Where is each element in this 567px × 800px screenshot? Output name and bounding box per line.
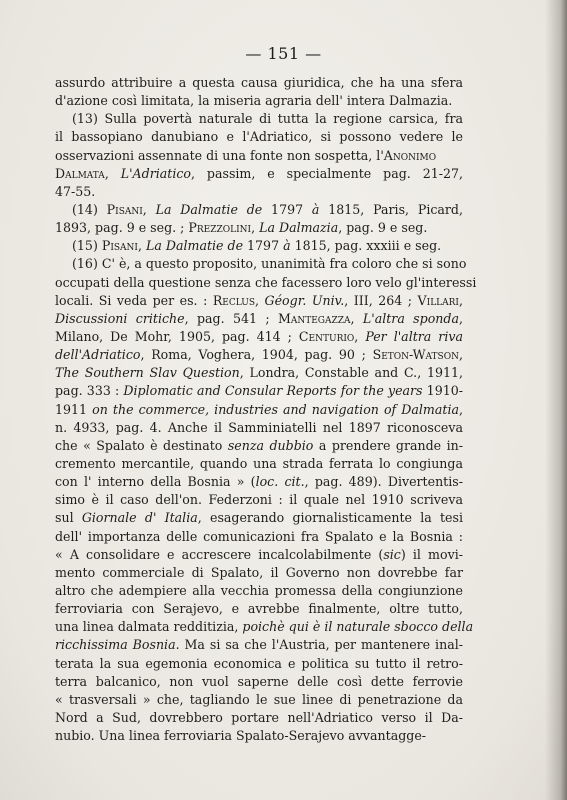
text-run: mento commerciale di Spalato, il Governo non dovrebbe far (55, 564, 463, 580)
text-line (55, 292, 463, 310)
text-run: pag. 333 : (55, 383, 124, 399)
text-line (55, 165, 463, 183)
text-line (55, 255, 467, 273)
text-run: 1911 (55, 401, 93, 417)
text-run: locali. Si veda per es. : (55, 292, 213, 308)
text-run: (14) (72, 201, 107, 217)
text-line (55, 600, 463, 618)
text-line (55, 618, 474, 636)
text-run: che « Spalato è destinato (55, 437, 228, 453)
text-line (55, 509, 463, 527)
text-run: « A consolidare e accrescere incalcolabilmente ( (55, 546, 384, 562)
text-line (55, 491, 463, 509)
italic-text: La Dalmatie de (155, 201, 263, 217)
text-run: « trasversali » che, tagliando le sue linee di penetrazione da (55, 691, 463, 707)
text-run: terata la sua egemonia economica e politica su tutto il retro- (55, 655, 463, 671)
text-line (55, 582, 463, 600)
text-run: , (104, 165, 121, 181)
text-run: 1797 (262, 201, 312, 217)
text-run: , (458, 347, 463, 363)
text-line (55, 564, 463, 582)
text-run: 1893, pag. 9 e seg. ; (55, 220, 189, 236)
author-name: Pisani (101, 238, 138, 254)
text-run: con l' interno della Bosnia » ( (55, 474, 256, 490)
author-name: Villari (417, 292, 459, 308)
text-run: il bassopiano danubiano e l'Adriatico, si possono vedere le (55, 129, 463, 145)
author-name: Anonimo (383, 147, 437, 163)
text-line (55, 473, 463, 491)
italic-text: on the commerce, industries and navigation of Dalmatia (92, 401, 459, 417)
italic-text: sic (383, 546, 401, 562)
footnotes-text (55, 74, 477, 745)
text-run: , (255, 292, 265, 308)
text-run: Nord a Sud, dovrebbero portare nell'Adriatico verso il Da- (55, 709, 463, 725)
text-line (55, 310, 463, 328)
text-run: assurdo attribuire a questa causa giuridica, che ha una sfera (55, 75, 463, 90)
author-name: Mantegazza (277, 310, 351, 326)
text-run: 1797 (243, 238, 284, 254)
author-name: Prezzolini (188, 220, 252, 236)
italic-text: Discussioni critiche (55, 310, 185, 326)
italic-text: The Southern Slav Question (55, 365, 240, 381)
text-run: 1815, pag. xxxiii e seg. (290, 238, 442, 254)
text-line (55, 546, 463, 564)
text-line (55, 219, 463, 237)
text-run: osservazioni assennate di una fonte non sospetta, l' (55, 147, 384, 163)
text-run: , (458, 310, 463, 326)
text-line (55, 364, 463, 382)
author-name: Seton-Watson (372, 347, 459, 363)
italic-text: à (283, 238, 291, 254)
author-name: Reclus (212, 292, 256, 308)
text-line (55, 528, 463, 546)
text-line (55, 128, 463, 146)
italic-text: Giornale d' Italia (81, 510, 198, 526)
text-run: , (458, 292, 463, 308)
text-line (55, 709, 463, 727)
text-run: (13) Sulla povertà naturale di tutta la regione carsica, fra (72, 111, 463, 127)
text-line (55, 691, 463, 709)
italic-text: La Dalmatie de (146, 238, 244, 254)
page-number: — 151 — (245, 44, 322, 63)
text-run: simo è il caso dell'on. Federzoni : il quale nel 1910 scriveva (55, 492, 463, 508)
text-line (55, 727, 463, 745)
text-line (55, 183, 463, 201)
text-run: una linea dalmata redditizia, (55, 619, 243, 635)
text-run: dell' importanza delle comunicazioni fra Spalato e la Bosnia : (55, 528, 463, 544)
text-run: occupati della questione senza che facessero loro velo gl'interessi (55, 274, 477, 290)
text-run: , (142, 201, 156, 217)
text-run: (15) (72, 238, 102, 254)
text-run: , pag. 541 ; (184, 310, 278, 326)
italic-text: Diplomatic and Consular Reports for the years (123, 383, 423, 399)
italic-text: ricchissima Bosnia (55, 637, 176, 653)
text-run: , (458, 401, 463, 417)
text-line (55, 74, 463, 92)
text-run: d'azione così limitata, la miseria agraria dell' intera Dalmazia. (55, 93, 453, 109)
text-run: , (354, 328, 366, 344)
text-run: , Londra, Constable and C., 1911, (239, 365, 464, 381)
italic-text: L'altra sponda (362, 310, 459, 326)
text-run: ) il movi- (400, 546, 463, 562)
italic-text: dell'Adriatico (55, 347, 141, 363)
text-line (55, 110, 463, 128)
author-name: Dalmata (55, 165, 105, 181)
text-line (55, 346, 463, 364)
text-run: terra balcanico, non vuol saperne delle così dette ferrovie (55, 673, 463, 689)
text-line (55, 382, 463, 400)
text-run: 1815, Paris, Picard, (319, 201, 463, 217)
text-line (55, 328, 463, 346)
text-line (55, 401, 463, 419)
text-run: , passim, e specialmente pag. 21-27, (191, 165, 464, 181)
text-run: , III, 264 ; (344, 292, 418, 308)
author-name: Centurio (298, 328, 355, 344)
text-run: , (251, 220, 260, 236)
text-line (55, 274, 477, 292)
text-line (55, 655, 463, 673)
text-line (55, 147, 463, 165)
text-run: sul (55, 510, 82, 526)
italic-text: à (311, 201, 320, 217)
italic-text: L'Adriatico (120, 165, 191, 181)
text-run: , Roma, Voghera, 1904, pag. 90 ; (140, 347, 373, 363)
text-run: n. 4933, pag. 4. Anche il Samminiatelli nel 1897 riconosceva (55, 419, 463, 435)
text-run: cremento mercantile, quando una strada ferrata lo congiunga (55, 455, 463, 471)
text-run: ferroviaria con Serajevo, e avrebbe finalmente, oltre tutto, (55, 601, 463, 617)
text-run: , pag. 489). Divertentis- (304, 474, 463, 490)
text-line (55, 437, 463, 455)
text-run: , pag. 9 e seg. (338, 220, 428, 236)
text-line (55, 237, 463, 255)
text-run: nubio. Una linea ferroviaria Spalato-Serajevo avvantagge- (55, 728, 427, 744)
text-run: , esagerando giornalisticamente la tesi (197, 510, 463, 526)
text-line (55, 201, 463, 219)
author-name: Pisani (106, 201, 143, 217)
text-run: . Ma si sa che l'Austria, per mantenere inal- (175, 637, 463, 653)
italic-text: La Dalmazia (259, 220, 339, 236)
text-run: , (350, 310, 363, 326)
italic-text: Géogr. Univ. (264, 292, 345, 308)
italic-text: loc. cit. (255, 474, 305, 490)
italic-text: poichè qui è il naturale sbocco della (242, 619, 474, 635)
italic-text: senza dubbio (227, 437, 314, 453)
text-line (55, 636, 463, 654)
text-line (55, 455, 463, 473)
text-line (55, 419, 463, 437)
text-run: , (137, 238, 146, 254)
text-line (55, 92, 463, 110)
text-run: 1910- (422, 383, 463, 399)
italic-text: Per l'altra riva (365, 328, 463, 344)
text-run: altro che adempiere alla vecchia promessa della congiunzione (55, 582, 463, 598)
text-line (55, 673, 463, 691)
text-run: 47-55. (55, 183, 96, 199)
page-edge-shadow (545, 0, 567, 800)
text-run: (16) C' è, a questo proposito, unanimità fra coloro che si sono (72, 256, 467, 272)
text-run: Milano, De Mohr, 1905, pag. 414 ; (55, 328, 299, 344)
text-run: a prendere grande in- (313, 437, 463, 453)
